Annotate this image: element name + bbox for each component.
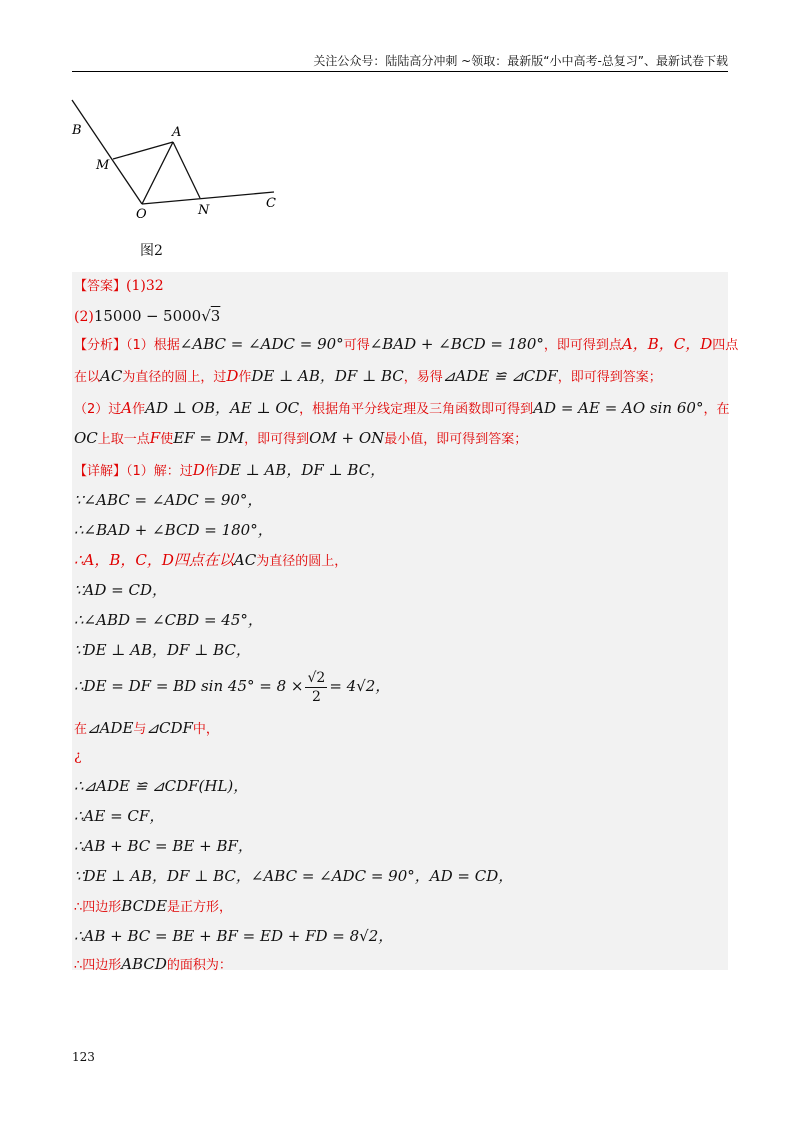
label-o: O [136,207,147,222]
text: ∴四边形 [74,900,122,915]
text: 为直径的圆上， [256,554,348,569]
geometry-figure [60,92,300,232]
label-m: M [96,158,110,173]
detail-tag: 【详解】 [74,464,127,479]
math: D [192,461,205,479]
text: 中， [192,722,219,737]
text: 在 [74,722,88,737]
analysis-tag: 【分析】 [74,338,127,353]
answer-line-1 [74,276,724,297]
detail-line-4 [74,550,724,572]
fraction-numerator: √2 [307,669,326,686]
detail-line-13 [74,836,724,857]
math: A [121,399,133,417]
text: 四点 [712,338,739,353]
detail-line-6 [74,610,724,631]
analysis-line-1 [74,334,739,356]
math: ⊿CDF [146,719,193,737]
text: 与 [133,722,147,737]
math: ∵DE ⊥ AB，DF ⊥ BC，∠ABC = ∠ADC = 90°，AD = CD， [74,867,514,885]
math: D [226,367,239,385]
answer-tag: 【答案】 [74,279,127,294]
analysis-line-3 [74,398,730,420]
detail-line-1 [74,460,724,482]
math: A，B，C，D [621,335,713,353]
text: 是正方形， [167,900,233,915]
math: ⊿ADE [87,719,134,737]
text: ，在 [703,402,730,417]
math: AC [233,551,257,569]
sqrt-sign: √ [201,307,211,325]
label-a: A [172,125,182,140]
text: （1）根据 [126,338,180,353]
answer-part-1: (1)32 [126,278,164,294]
math: ABCD [121,955,167,973]
text: ，根据角平分线定理及三角函数即可得到 [299,402,534,417]
text: ，即可得到点 [543,338,622,353]
segment-an [173,142,200,198]
text: 可得 [343,338,370,353]
label-n: N [198,203,210,218]
math: ∴⊿ADE ≌ ⊿CDF(HL)， [74,777,249,795]
text: ¿ [74,748,82,764]
detail-line-2 [74,490,724,511]
detail-line-7 [74,640,724,661]
detail-line-5 [74,580,724,601]
math: ∠BAD + ∠BCD = 180° [369,335,544,353]
analysis-line-2 [74,366,724,388]
segment-ma [113,142,173,159]
answer-value-a: 15000 [93,307,142,325]
fraction [305,669,327,706]
page-number: 123 [72,1050,95,1064]
answer-value-b: 5000 [163,307,202,325]
detail-line-10 [74,746,724,766]
text: 最小值，即可得到答案； [384,432,528,447]
segment-ao [142,142,173,204]
math: DE ⊥ AB，DF ⊥ BC， [217,461,386,479]
text: 为直径的圆上，过 [122,370,227,385]
math: ∴AB + BC = BE + BF = ED + FD = 8√2， [74,927,394,945]
detail-line-17 [74,954,724,976]
answer-minus: − [146,307,159,325]
answer-part-2-label: (2) [74,309,94,325]
text: 作 [204,464,218,479]
text: （1）解：过 [126,464,193,479]
detail-line-16 [74,926,724,947]
detail-line-14 [74,866,724,887]
page-header: 关注公众号：陆陆高分冲刺 ~领取：最新版“小中高考-总复习”、最新试卷下载 [313,54,728,68]
math: AD ⊥ OB，AE ⊥ OC [145,399,300,417]
detail-line-11 [74,776,724,797]
math: DE ⊥ AB，DF ⊥ BC [251,367,404,385]
math: EF = DM [173,429,245,447]
detail-line-3 [74,520,724,541]
text: 上取一点 [97,432,150,447]
math: ∴A，B，C，D四点在以 [74,551,234,569]
math: ∴∠ABD = ∠CBD = 45°， [74,611,263,629]
math: ∴DE = DF = BD sin 45° = 8 × [74,677,304,695]
figure-caption: 图2 [140,243,163,259]
label-c: C [266,196,276,211]
math: ∵∠ABC = ∠ADC = 90°， [74,491,263,509]
detail-line-9 [74,718,724,740]
text: 在以 [74,370,101,385]
label-b: B [72,123,82,138]
math: ∠ABC = ∠ADC = 90° [179,335,344,353]
text: ，即可得到答案； [557,370,662,385]
math: ∴AB + BC = BE + BF， [74,837,253,855]
math: F [149,429,161,447]
math: OM + ON [309,429,385,447]
math: ∴AE = CF， [74,807,165,825]
text: 使 [160,432,174,447]
text: 作 [132,402,146,417]
text: 的面积为： [166,958,232,973]
math: ∵DE ⊥ AB，DF ⊥ BC， [74,641,251,659]
text: ，即可得到 [244,432,310,447]
math: ⊿ADE ≌ ⊿CDF [442,367,558,385]
math: ∴∠BAD + ∠BCD = 180°， [74,521,273,539]
math: = 4√2， [329,677,391,695]
fraction-denominator: 2 [311,688,321,705]
ray-ob [72,100,142,204]
math: BCDE [121,897,168,915]
sqrt-radicand: 3 [210,307,221,325]
text: 作 [238,370,252,385]
answer-line-2 [74,306,724,327]
math: ∵AD = CD， [74,581,168,599]
math: AC [100,367,123,385]
detail-line-15 [74,896,724,918]
detail-line-12 [74,806,724,827]
text: ，易得 [403,370,443,385]
detail-line-8 [74,666,724,707]
header-rule [72,71,728,72]
text: ∴四边形 [74,958,122,973]
analysis-line-4 [74,428,724,450]
math: AD = AE = AO sin 60° [533,399,704,417]
text: （2）过 [74,402,122,417]
math: OC [74,429,98,447]
